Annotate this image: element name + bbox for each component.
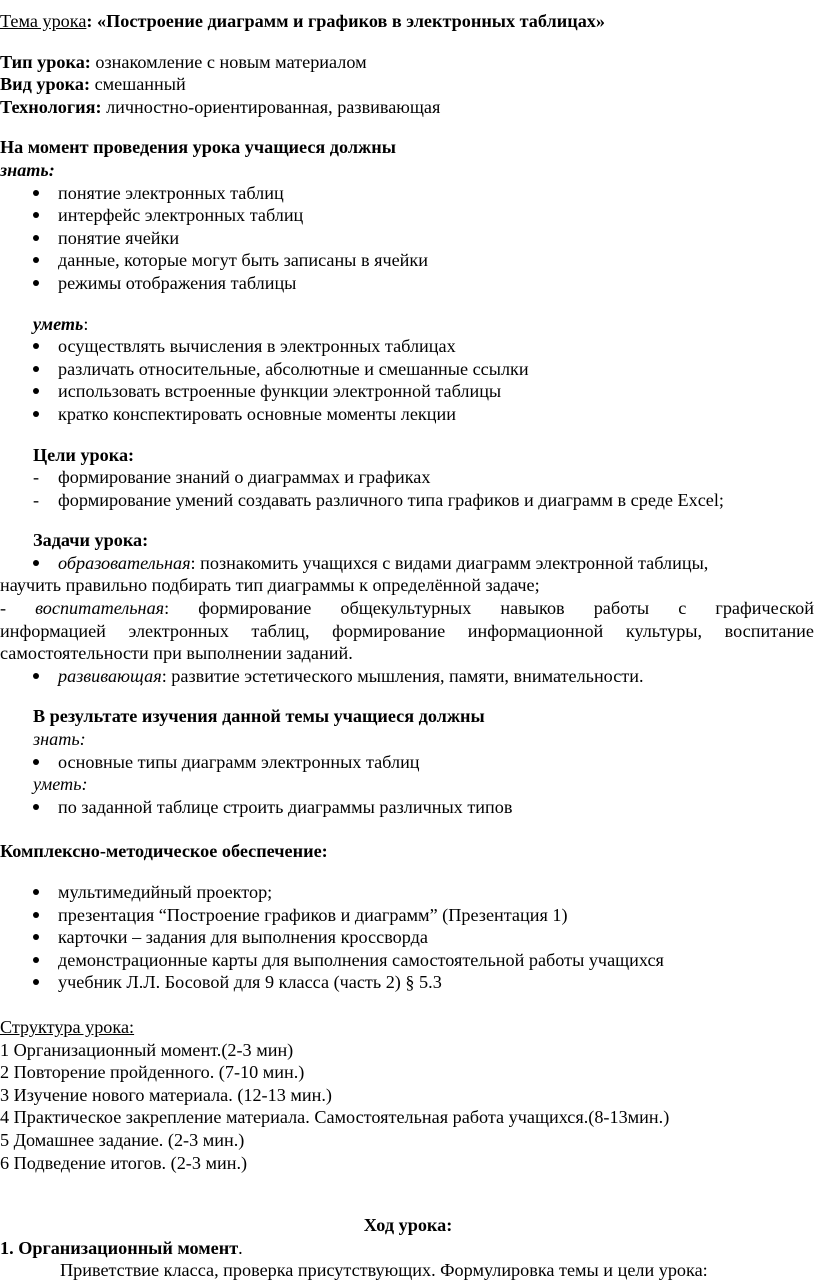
- structure-item: 1 Организационный момент.(2-3 мин): [0, 1039, 294, 1060]
- list-item: по заданной таблице строить диаграммы различных типов: [0, 796, 816, 819]
- structure-item: 5 Домашнее задание. (2-3 мин.): [0, 1129, 245, 1150]
- lesson-type-label: Тип урока:: [0, 51, 91, 72]
- bullet-icon: [33, 560, 39, 566]
- structure-item: 6 Подведение итогов. (2-3 мин.): [0, 1152, 248, 1173]
- technology-label: Технология:: [0, 96, 102, 117]
- lesson-kind-value: смешанный: [90, 74, 186, 95]
- bullet-icon: [33, 212, 39, 218]
- structure-item: 4 Практическое закрепление материала. Самостоятельная работа учащихся.(8-13мин.): [0, 1107, 670, 1128]
- task-upbringing: - воспитательная: формирование общекультурных навыков работы с графической: [0, 598, 814, 619]
- section1-title: 1. Организационный момент: [0, 1237, 239, 1258]
- list-item: кратко конспектировать основные моменты лекции: [0, 403, 816, 426]
- structure-heading: Структура урока:: [0, 1016, 135, 1037]
- list-item: учебник Л.Л. Босовой для 9 класса (часть 2) § 5.3: [0, 971, 816, 994]
- bullet-icon: [33, 257, 39, 263]
- list-item: использовать встроенные функции электронной таблицы: [0, 380, 816, 403]
- list-item: понятие электронных таблиц: [0, 182, 816, 205]
- section1-line: 1. Организационный момент.: [0, 1237, 243, 1258]
- list-item: - формирование умений создавать различного типа графиков и диаграмм в среде Excel;: [33, 489, 724, 510]
- structure-item: 3 Изучение нового материала. (12-13 мин.): [0, 1084, 332, 1105]
- list-item: мультимедийный проектор;: [0, 881, 816, 904]
- result-can-label: уметь:: [33, 774, 88, 795]
- lesson-type-value: ознакомление с новым материалом: [90, 51, 367, 72]
- bullet-icon: [33, 190, 39, 196]
- bullet-icon: [33, 388, 39, 394]
- course-heading: Ход урока:: [363, 1215, 453, 1236]
- lesson-kind-label: Вид урока:: [0, 74, 91, 95]
- dash-icon: -: [33, 467, 40, 488]
- list-item: основные типы диаграмм электронных таблиц: [0, 751, 816, 774]
- goals-heading: Цели урока:: [33, 444, 135, 465]
- list-item: различать относительные, абсолютные и смешанные ссылки: [0, 358, 816, 381]
- task-developmental: развивающая: развитие эстетического мышления, памяти, внимательности.: [0, 665, 816, 688]
- list-item: режимы отображения таблицы: [0, 272, 816, 295]
- bullet-icon: [33, 343, 39, 349]
- dash-icon: -: [33, 489, 40, 510]
- bullet-icon: [33, 235, 39, 241]
- prereq-know-label: знать:: [0, 159, 55, 180]
- prereq-can-colon: :: [83, 313, 89, 334]
- prereq-can-label: уметь: [33, 313, 84, 334]
- bullet-icon: [33, 366, 39, 372]
- technology-value: личностно-ориентированная, развивающая: [101, 96, 441, 117]
- list-item: понятие ячейки: [0, 227, 816, 250]
- list-item: - формирование знаний о диаграммах и графиках: [33, 467, 431, 488]
- list-item: презентация “Построение графиков и диаграмм” (Презентация 1): [0, 904, 816, 927]
- document-page: [0, 10, 816, 1282]
- bullet-icon: [33, 804, 39, 810]
- lesson-type-line: [0, 51, 816, 74]
- list-item: осуществлять вычисления в электронных таблицах: [0, 335, 816, 358]
- bullet-icon: [33, 411, 39, 417]
- bullet-icon: [33, 934, 39, 940]
- list-item: карточки – задания для выполнения кроссворда: [0, 926, 816, 949]
- list-item: демонстрационные карты для выполнения самостоятельной работы учащихся: [0, 949, 816, 972]
- course-text: Приветствие класса, проверка присутствующих. Формулировка темы и цели урока:: [60, 1260, 708, 1281]
- result-know-label: знать:: [33, 729, 86, 750]
- bullet-icon: [33, 912, 39, 918]
- support-heading: Комплексно-методическое обеспечение:: [0, 841, 328, 862]
- technology-line: [0, 96, 816, 119]
- bullet-icon: [33, 957, 39, 963]
- task-upbringing-cont: информацией электронных таблиц, формирование информационной культуры, воспитание: [0, 620, 814, 641]
- topic-line: [0, 10, 816, 33]
- tasks-heading: Задачи урока:: [33, 530, 149, 551]
- lesson-kind-line: [0, 73, 816, 96]
- prereq-heading: На момент проведения урока учащиеся должны: [0, 137, 396, 158]
- prereq-can-label-line: [0, 313, 816, 336]
- dash-icon: -: [0, 598, 36, 619]
- task-educational: образовательная: познакомить учащихся с видами диаграмм электронной таблицы,: [0, 552, 816, 575]
- bullet-icon: [33, 979, 39, 985]
- list-item: данные, которые могут быть записаны в ячейки: [0, 249, 816, 272]
- task-upbringing-cont2: самостоятельности при выполнении заданий.: [0, 643, 353, 664]
- topic-title: «Построение диаграмм и графиков в электронных таблицах»: [92, 11, 605, 31]
- list-item: интерфейс электронных таблиц: [0, 204, 816, 227]
- result-heading: В результате изучения данной темы учащиеся должны: [33, 706, 485, 727]
- structure-item: 2 Повторение пройденного. (7-10 мин.): [0, 1062, 305, 1083]
- bullet-icon: [33, 759, 39, 765]
- task-educational-cont: научить правильно подбирать тип диаграммы к определённой задаче;: [0, 575, 540, 596]
- topic-label: Тема урока: [0, 11, 87, 31]
- bullet-icon: [33, 673, 39, 679]
- bullet-icon: [33, 889, 39, 895]
- topic-colon: :: [86, 11, 93, 31]
- bullet-icon: [33, 280, 39, 286]
